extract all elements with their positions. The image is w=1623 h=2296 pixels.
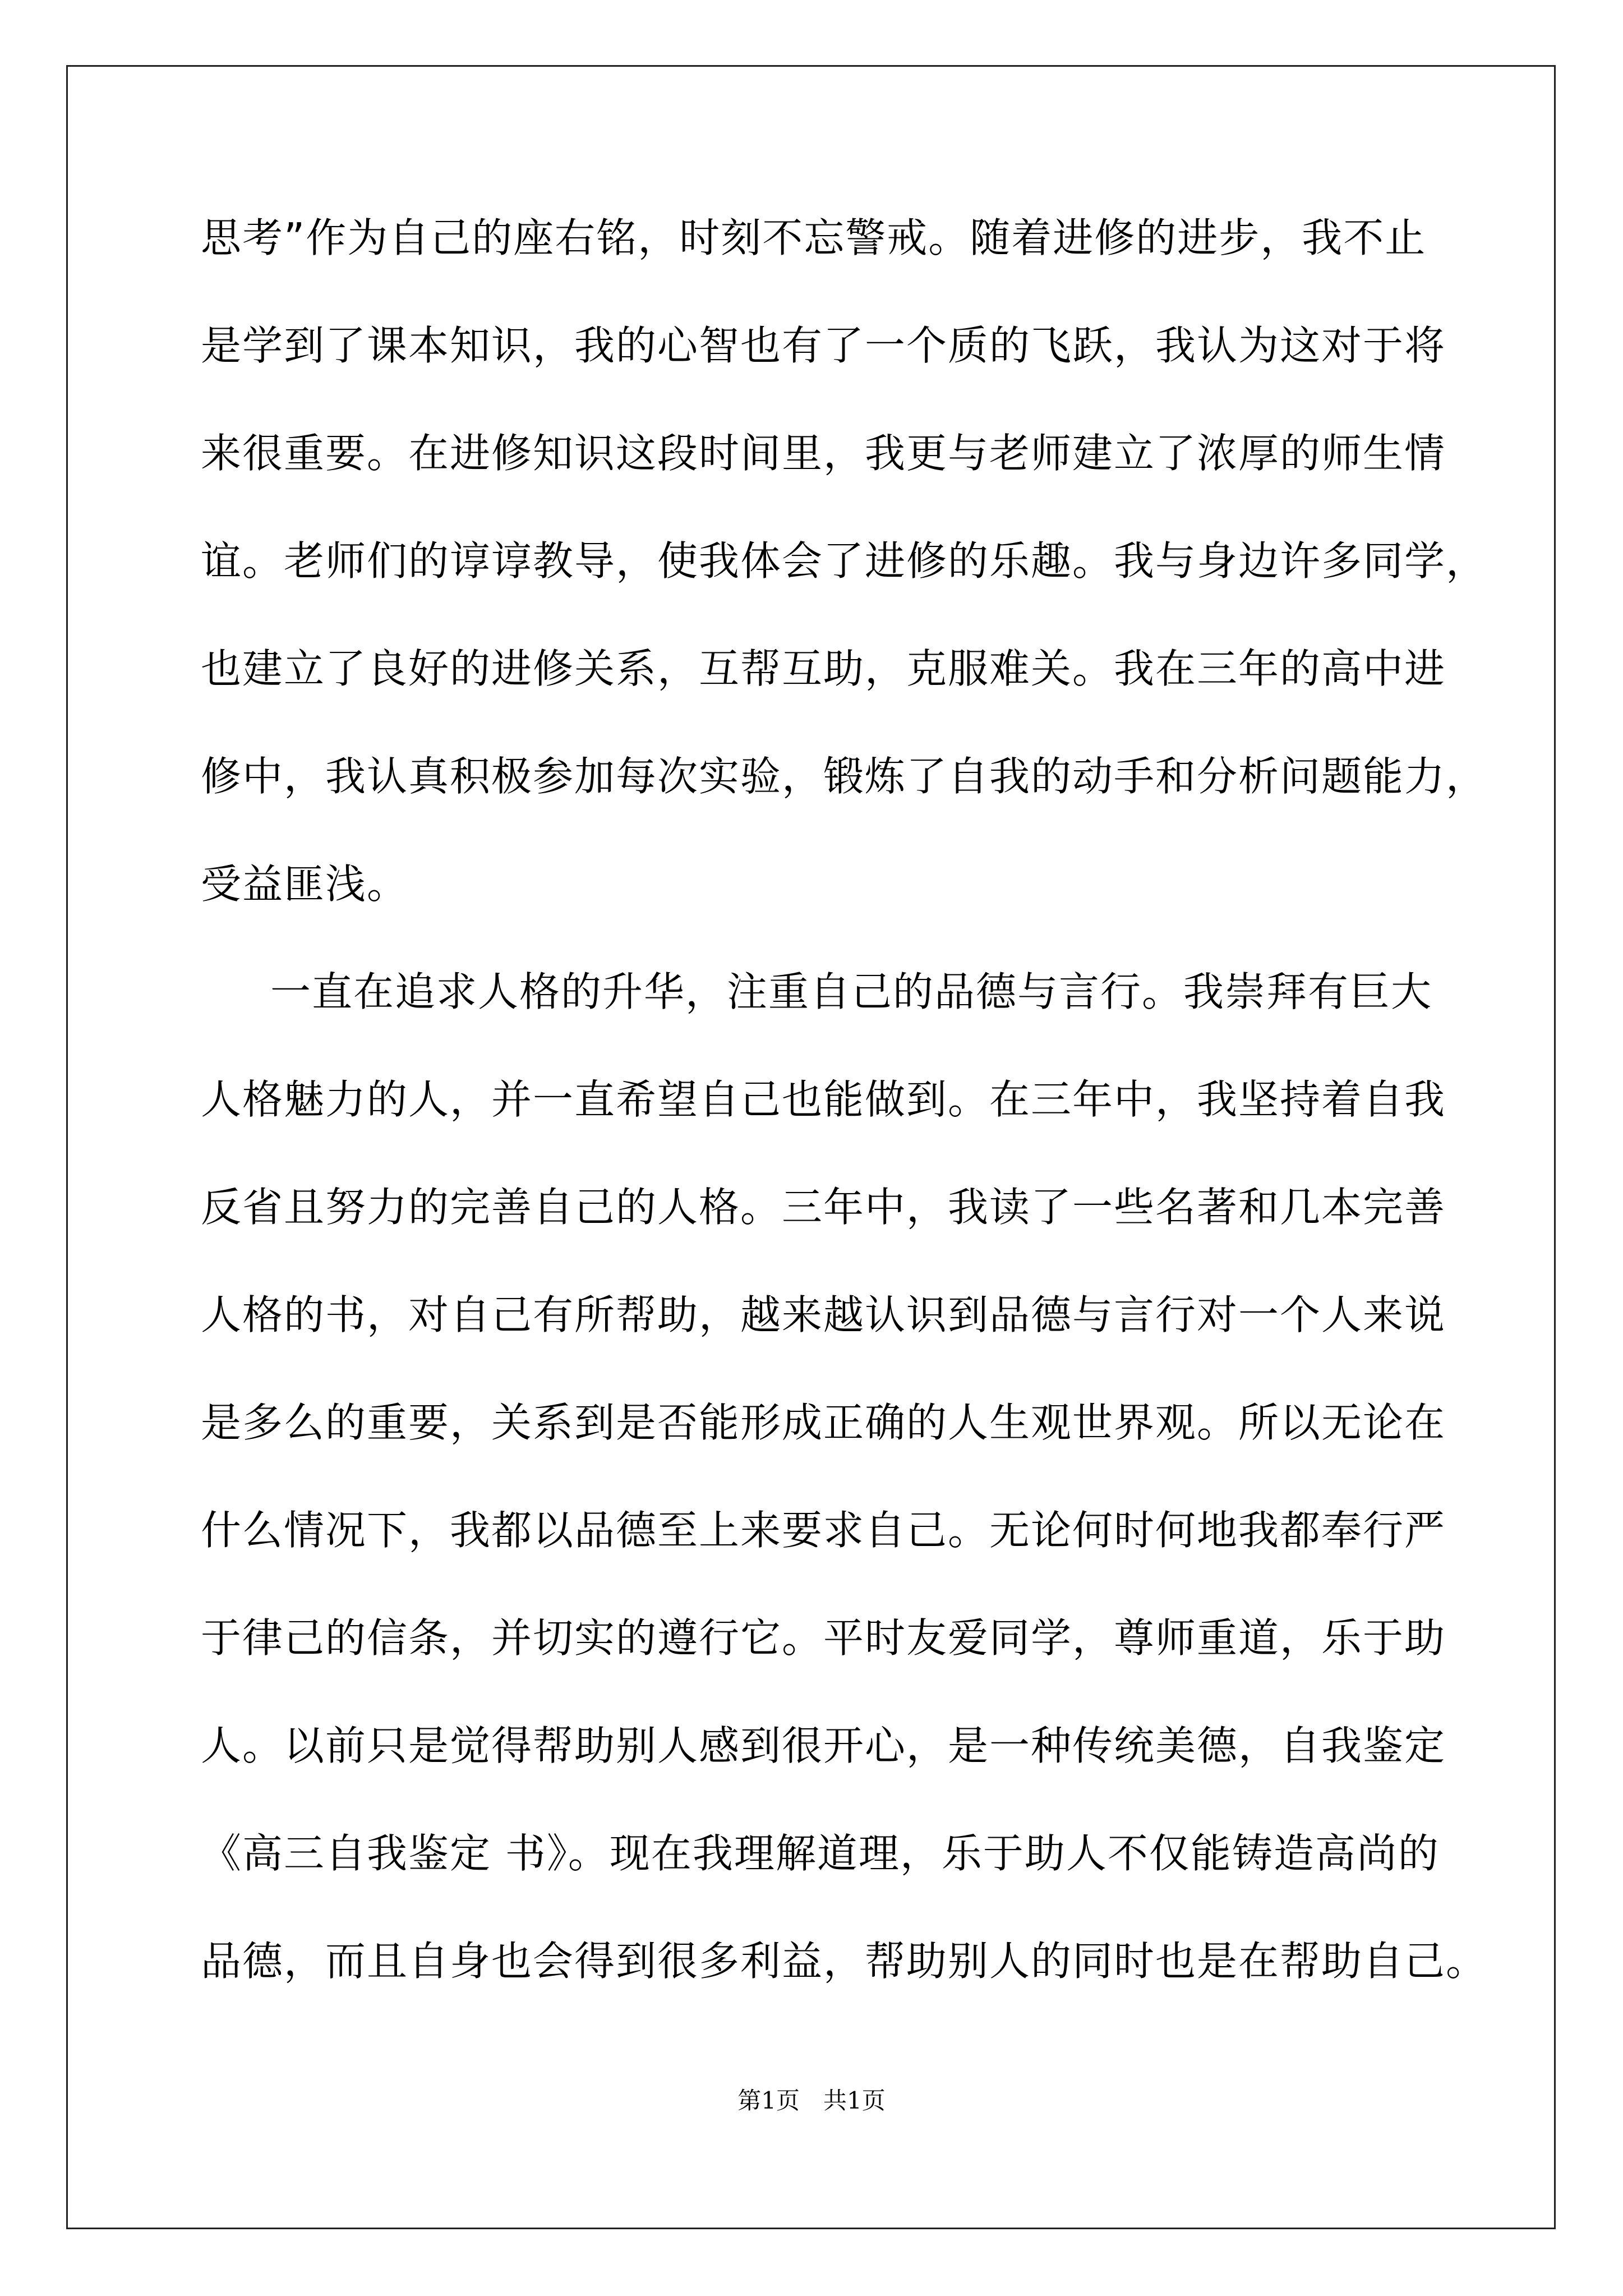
- text-line: 品德，而且自身也会得到很多利益，帮助别人的同时也是在帮助自己。: [201, 1938, 1488, 1985]
- text-line: 是多么的重要，关系到是否能形成正确的人生观世界观。所以无论在: [201, 1399, 1446, 1446]
- text-line: 谊。老师们的谆谆教导，使我体会了进修的乐趣。我与身边许多同学，: [201, 537, 1488, 585]
- text-line: 什么情况下，我都以品德至上来要求自己。无论何时何地我都奉行严: [201, 1507, 1446, 1554]
- text-line: 《高三自我鉴定 书》。现在我理解道理，乐于助人不仅能铸造高尚的: [201, 1830, 1440, 1877]
- text-line: 受益匪浅。: [201, 861, 409, 908]
- text-line: 是学到了课本知识，我的心智也有了一个质的飞跃，我认为这对于将: [201, 322, 1446, 369]
- paragraph-start-line: 一直在追求人格的升华，注重自己的品德与言行。我崇拜有巨大: [270, 968, 1433, 1015]
- text-line: 于律己的信条，并切实的遵行它。平时友爱同学，尊师重道，乐于助: [201, 1614, 1446, 1662]
- text-line: 人。以前只是觉得帮助别人感到很开心，是一种传统美德，自我鉴定: [201, 1722, 1446, 1769]
- text-line: 来很重要。在进修知识这段时间里，我更与老师建立了浓厚的师生情: [201, 430, 1446, 477]
- document-body: [201, 214, 1488, 2049]
- text-line: 人格魅力的人，并一直希望自己也能做到。在三年中，我坚持着自我: [201, 1076, 1446, 1123]
- text-line: 修中，我认真积极参加每次实验，锻炼了自我的动手和分析问题能力，: [201, 753, 1488, 800]
- text-line: 思考”作为自己的座右铭，时刻不忘警戒。随着进修的进步，我不止: [201, 214, 1427, 261]
- text-line: 人格的书，对自己有所帮助，越来越认识到品德与言行对一个人来说: [201, 1291, 1446, 1338]
- page-number-footer: 第1页 共1页: [737, 2087, 886, 2114]
- text-line: 也建立了良好的进修关系，互帮互助，克服难关。我在三年的高中进: [201, 645, 1446, 692]
- text-line: 反省且努力的完善自己的人格。三年中，我读了一些名著和几本完善: [201, 1184, 1446, 1231]
